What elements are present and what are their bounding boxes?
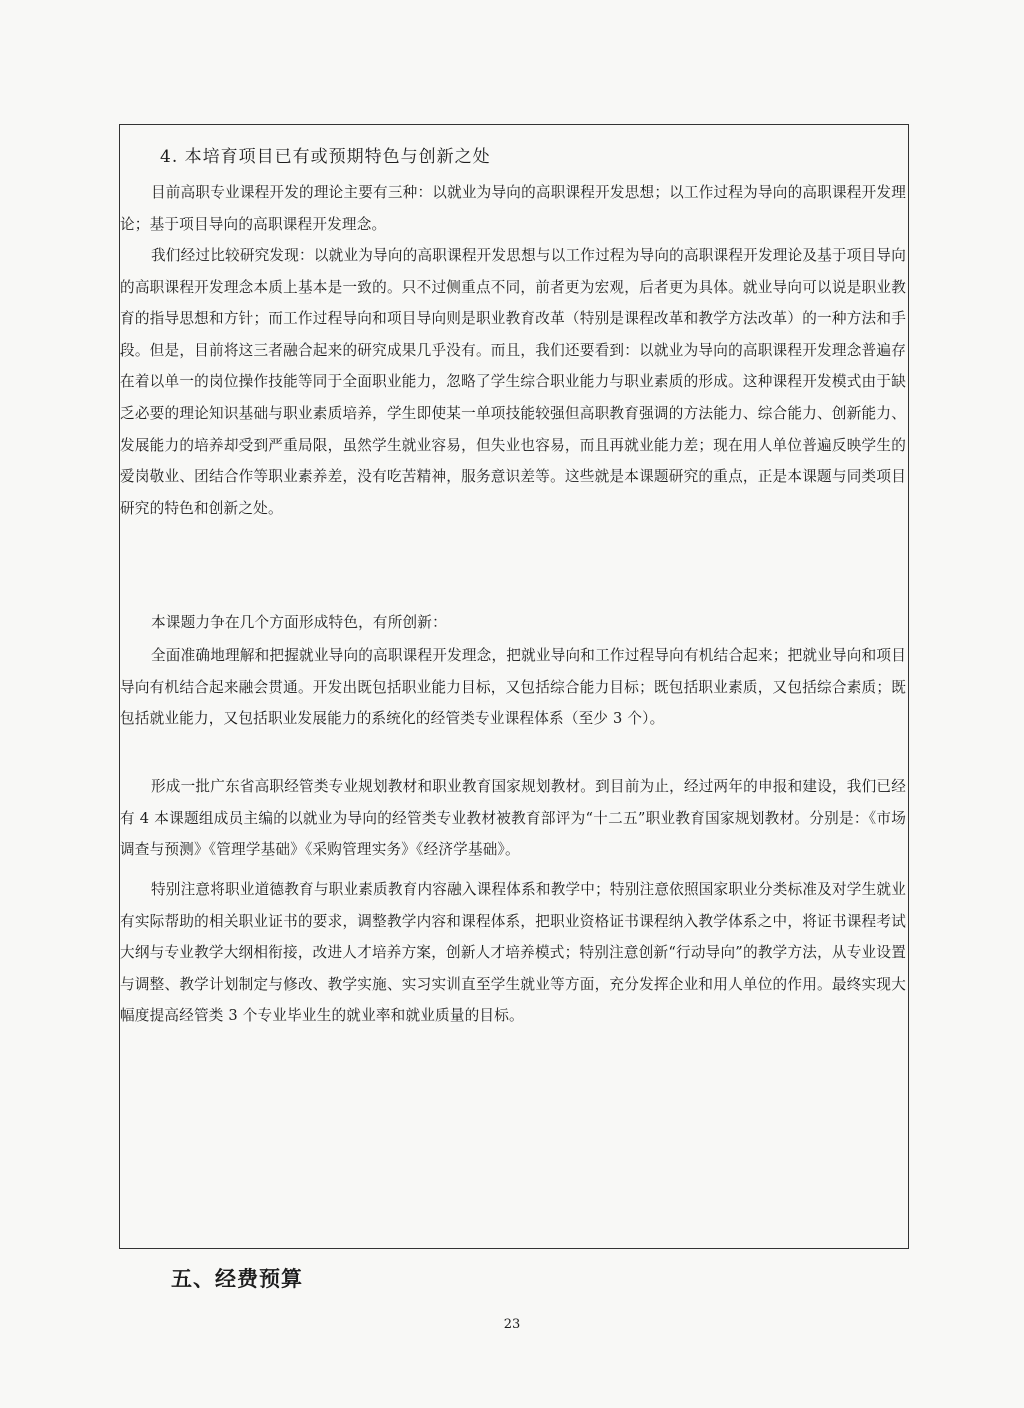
paragraph-vocational-ethics: 特别注意将职业道德教育与职业素质教育内容融入课程体系和教学中；特别注意依照国家职业分类标准及对学生就业有实际帮助的相关职业证书的要求，调整教学内容和课程体系，把职业资格证书课程纳入教学体系之中，将证书课程考试大纲与专业教学大纲相衔接，改进人才培养方案，创新人才培养模式；特别注意创新“行动导向”的教学方法，从专业设置与调整、教学计划制定与修改、教学实施、实习实训直至学生就业等方面，充分发挥企业和用人单位的作用。最终实现大幅度提高经管类 3 个专业毕业生的就业率和就业质量的目标。	[120, 881, 906, 1025]
budget-section-title: 五、经费预算	[171, 1267, 303, 1291]
paragraph-research-findings: 我们经过比较研究发现：以就业为导向的高职课程开发思想与以工作过程为导向的高职课程开发理论及基于项目导向的高职课程开发理念本质上基本是一致的。只不过侧重点不同，前者更为宏观，后者更为具体。就业导向可以说是职业教育的指导思想和方针；而工作过程导向和项目导向则是职业教育改革（特别是课程改革和教学方法改革）的一种方法和手段。但是，目前将这三者融合起来的研究成果几乎没有。而且，我们还要看到：以就业为导向的高职课程开发理念普遍存在着以单一的岗位操作技能等同于全面职业能力，忽略了学生综合职业能力与职业素质的形成。这种课程开发模式由于缺乏必要的理论知识基础与职业素质培养，学生即使某一单项技能较强但高职教育强调的方法能力、综合能力、创新能力、发展能力的培养却受到严重局限，虽然学生就业容易，但失业也容易，而且再就业能力差；现在用人单位普遍反映学生的爱岗敬业、团结合作等职业素养差，没有吃苦精神，服务意识差等。这些就是本课题研究的重点，正是本课题与同类项目研究的特色和创新之处。	[120, 247, 906, 517]
section-heading: 4. 本培育项目已有或预期特色与创新之处	[160, 147, 491, 167]
paragraph-curriculum-system: 全面准确地理解和把握就业导向的高职课程开发理念，把就业导向和工作过程导向有机结合起来；把就业导向和项目导向有机结合起来融会贯通。开发出既包括职业能力目标，又包括综合能力目标；既包括职业素质，又包括综合素质；既包括就业能力，又包括职业发展能力的系统化的经管类专业课程体系（至少 3 个）。	[120, 647, 906, 728]
paragraph-innovation-intro: 本课题力争在几个方面形成特色，有所创新：	[151, 614, 447, 631]
paragraph-textbooks: 形成一批广东省高职经管类专业规划教材和职业教育国家规划教材。到目前为止，经过两年的申报和建设，我们已经有 4 本课题组成员主编的以就业为导向的经管类专业教材被教育部评为“十二五”职业教育国家规划教材。分别是：《市场调查与预测》《管理学基础》《采购管理实务》《经济学基础》。	[120, 778, 906, 859]
paragraph-theory-overview: 目前高职专业课程开发的理论主要有三种：以就业为导向的高职课程开发思想；以工作过程为导向的高职课程开发理论；基于项目导向的高职课程开发理念。	[120, 184, 906, 233]
page-number: 23	[503, 1317, 521, 1332]
